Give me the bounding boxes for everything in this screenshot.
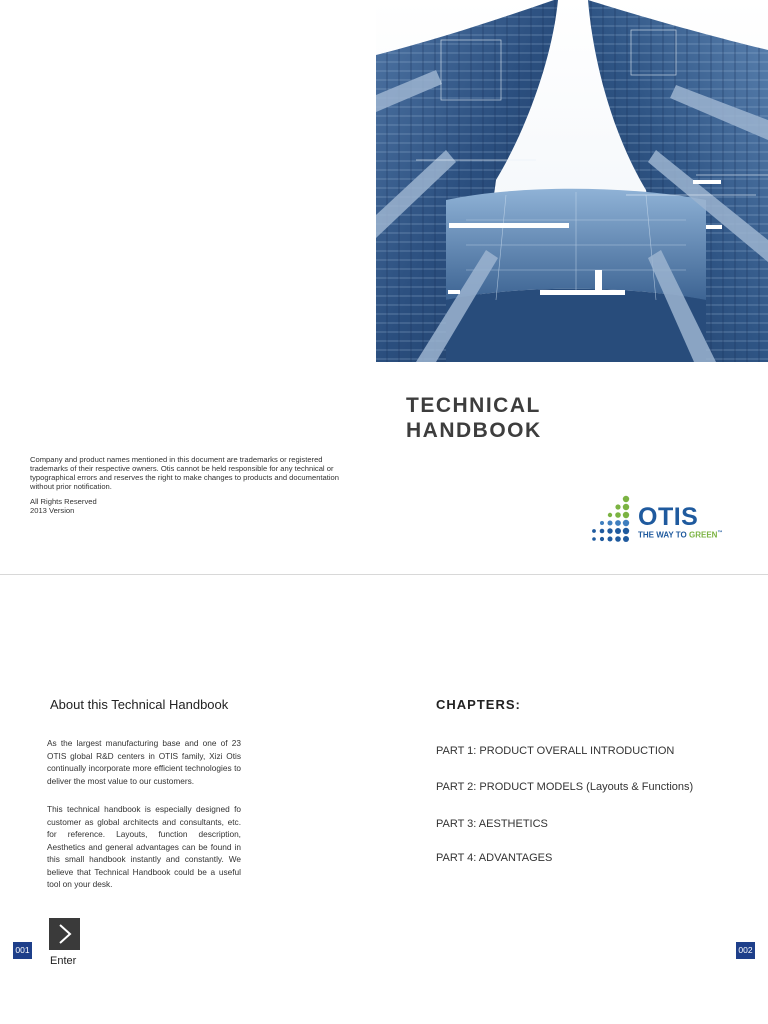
contents-spread [0,575,768,1024]
skyscraper-image [376,0,768,362]
chapter-link-part-2[interactable]: PART 2: PRODUCT MODELS (Layouts & Functions) [436,781,694,793]
chevron-right-icon [49,918,80,950]
about-paragraph-2: This technical handbook is especially designed fo customer as global architects and consultants, etc. for reference. Layouts, function description, Aesthetics and general advantages can be found in this small handbook instantly and constantly. We believe that Technical Handbook could be a useful tool on your desk. [47,804,241,889]
trademark-disclaimer: Company and product names mentioned in this document are trademarks or registered trademarks of their respective owners. Otis cannot be held responsible for any technical or typographical errors and reserves the right to make changes to products and documentation without prior notification. [30,455,339,491]
page-number-right: 002 [736,942,755,959]
cover-title [406,393,542,443]
trademark-symbol: ™ [717,530,723,536]
otis-logo-wordmark: OTIS [638,503,699,531]
tagline-blue: THE WAY TO [638,530,689,540]
page-number-left: 001 [13,942,32,959]
otis-tagline [638,530,722,540]
tagline-green: GREEN [688,530,718,540]
rights-reserved: All Rights Reserved [30,497,97,506]
about-title: About this Technical Handbook [50,697,229,712]
legal-notice [30,455,350,515]
enter-label[interactable]: Enter [50,955,77,967]
chapters-title: CHAPTERS: [436,697,521,712]
about-paragraph-1: As the largest manufacturing base and one of 23 OTIS global R&D centers in OTIS family, Xizi Otis continually incorporate more efficient technologies to deliver the most value to our customers. [47,738,241,786]
chapter-link-part-4[interactable]: PART 4: ADVANTAGES [436,852,553,864]
version-text: 2013 Version [30,506,75,515]
chapter-link-part-1[interactable]: PART 1: PRODUCT OVERALL INTRODUCTION [436,745,675,757]
cover-title-line-2: HANDBOOK [406,419,542,442]
cover-building-photo [376,0,768,362]
cover-title-line-1: TECHNICAL [406,394,541,417]
chapter-link-part-3[interactable]: PART 3: AESTHETICS [436,818,548,830]
enter-button[interactable] [49,918,80,950]
